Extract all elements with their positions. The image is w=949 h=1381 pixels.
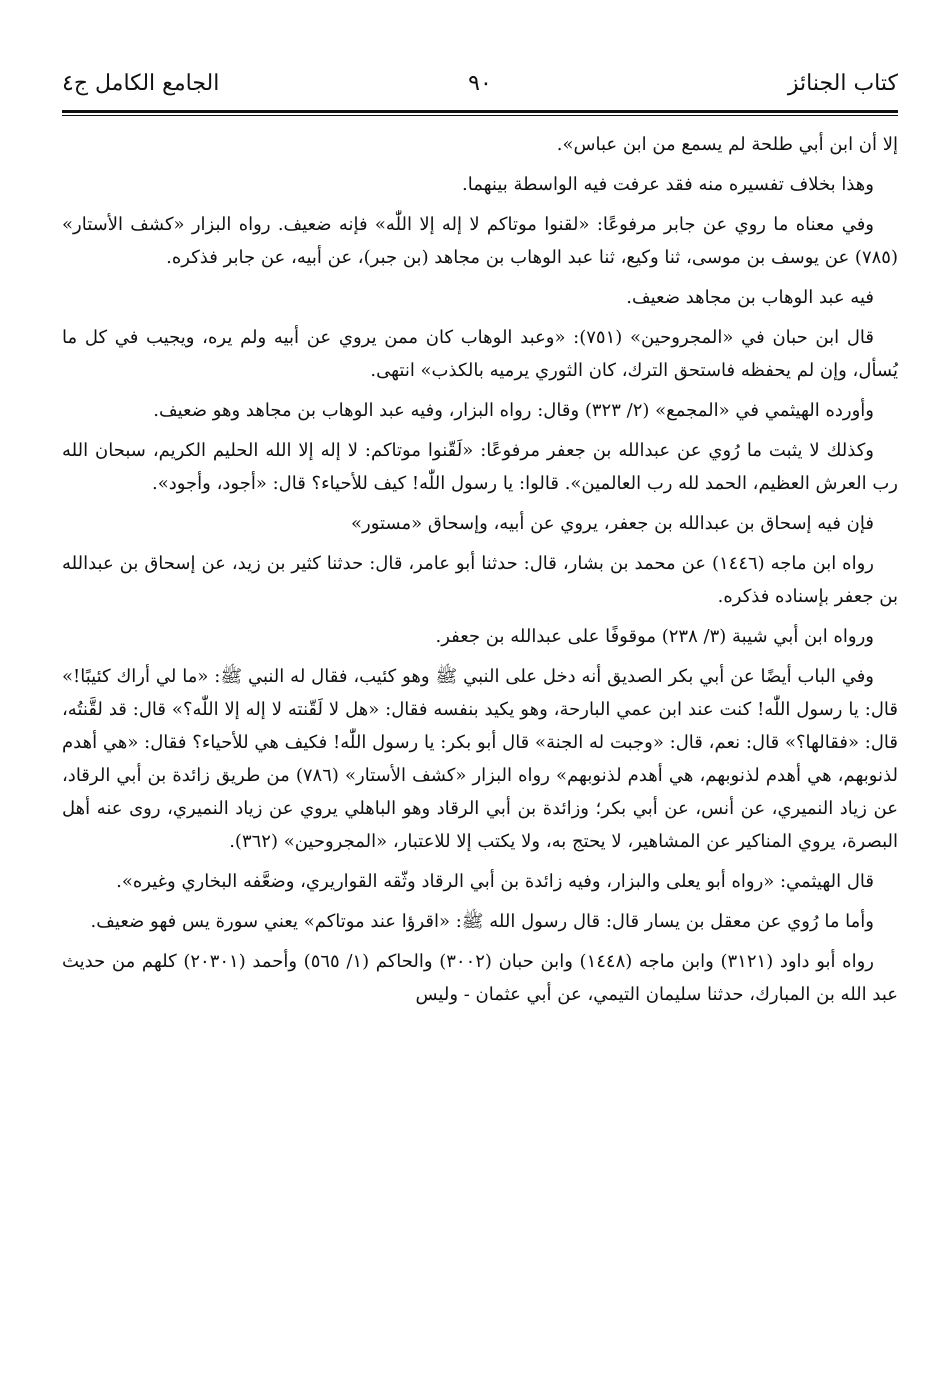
paragraph: وأورده الهيثمي في «المجمع» (٢/ ٣٢٣) وقال: رواه البزار، وفيه عبد الوهاب بن مجاهد وهو ضعيف. xyxy=(153,400,874,421)
paragraph: وفي معناه ما روي عن جابر مرفوعًا: «لقنوا موتاكم لا إله إلا اللّٰه» فإنه ضعيف. رواه البزار «كشف الأستار» (٧٨٥) عن يوسف بن موسى، ثنا وكيع، ثنا عبد الوهاب بن مجاهد (بن جبر)، عن أبيه، عن جابر فذكره. xyxy=(62,214,898,268)
paragraph: فيه عبد الوهاب بن مجاهد ضعيف. xyxy=(626,287,874,308)
paragraph: فإن فيه إسحاق بن عبدالله بن جعفر، يروي عن أبيه، وإسحاق «مستور» xyxy=(351,513,874,534)
chapter-title: كتاب الجنائز xyxy=(787,71,898,96)
book-title: الجامع الكامل ج٤ xyxy=(62,71,220,96)
body-text xyxy=(62,128,898,1011)
paragraph: قال ابن حبان في «المجروحين» (٧٥١): «وعبد الوهاب كان ممن يروي عن أبيه ولم يره، ويجيب في كل ما يُسأل، وإن لم يحفظه فاستحق الترك، كان الثوري يرميه بالكذب» انتهى. xyxy=(62,327,898,381)
paragraph: وأما ما رُوي عن معقل بن يسار قال: قال رسول الله ﷺ: «اقرؤا عند موتاكم» يعني سورة يس فهو ضعيف. xyxy=(90,911,874,932)
paragraph: قال الهيثمي: «رواه أبو يعلى والبزار، وفيه زائدة بن أبي الرقاد وثّقه القواريري، وضعَّفه البخاري وغيره». xyxy=(116,871,874,892)
paragraph: وفي الباب أيضًا عن أبي بكر الصديق أنه دخل على النبي ﷺ وهو كئيب، فقال له النبي ﷺ: «ما لي أراك كئيبًا!» قال: يا رسول اللّٰه! كنت عند ابن عمي البارحة، وهو يكيد بنفسه فقال: «هل لا لَقّنته لا إله إلا اللّٰه؟» قال: قد لقَّنتُه، قال: «فقالها؟» قال: نعم، قال: «وجبت له الجنة» قال أبو بكر: يا رسول اللّٰه! فكيف هي للأحياء؟ فقال: «هي أهدم لذنوبهم، هي أهدم لذنوبهم، هي أهدم لذنوبهم» رواه البزار «كشف الأستار» (٧٨٦) من طريق زائدة بن أبي الرقاد، عن زياد النميري، عن أنس، عن أبي بكر؛ وزائدة بن أبي الرقاد وهو الباهلي يروي عن زياد النميري، روى عنه أهل البصرة، يروي المناكير عن المشاهير، لا يحتج به، ولا يكتب إلا للاعتبار، «المجروحين» (٣٦٢). xyxy=(62,666,898,852)
header-rule xyxy=(62,110,898,116)
page-number: ٩٠ xyxy=(468,71,492,96)
running-head xyxy=(62,66,898,102)
paragraph: رواه ابن ماجه (١٤٤٦) عن محمد بن بشار، قال: حدثنا أبو عامر، قال: حدثنا كثير بن زيد، عن إسحاق بن عبدالله بن جعفر بإسناده فذكره. xyxy=(62,553,898,607)
paragraph: ورواه ابن أبي شيبة (٣/ ٢٣٨) موقوفًا على عبدالله بن جعفر. xyxy=(435,626,874,647)
book-page xyxy=(62,66,898,1366)
paragraph: وهذا بخلاف تفسيره منه فقد عرفت فيه الواسطة بينهما. xyxy=(462,174,874,195)
paragraph: وكذلك لا يثبت ما رُوي عن عبدالله بن جعفر مرفوعًا: «لَقّنوا موتاكم: لا إله إلا الله الحليم الكريم، سبحان الله رب العرش العظيم، الحمد لله رب العالمين». قالوا: يا رسول اللّٰه! كيف للأحياء؟ قال: «أجود، وأجود». xyxy=(62,440,898,494)
paragraph: رواه أبو داود (٣١٢١) وابن ماجه (١٤٤٨) وابن حبان (٣٠٠٢) والحاكم (١/ ٥٦٥) وأحمد (٢٠٣٠١) كلهم من حديث عبد الله بن المبارك، حدثنا سليمان التيمي، عن أبي عثمان - وليس xyxy=(62,951,898,1005)
paragraph: إلا أن ابن أبي طلحة لم يسمع من ابن عباس». xyxy=(556,134,898,155)
